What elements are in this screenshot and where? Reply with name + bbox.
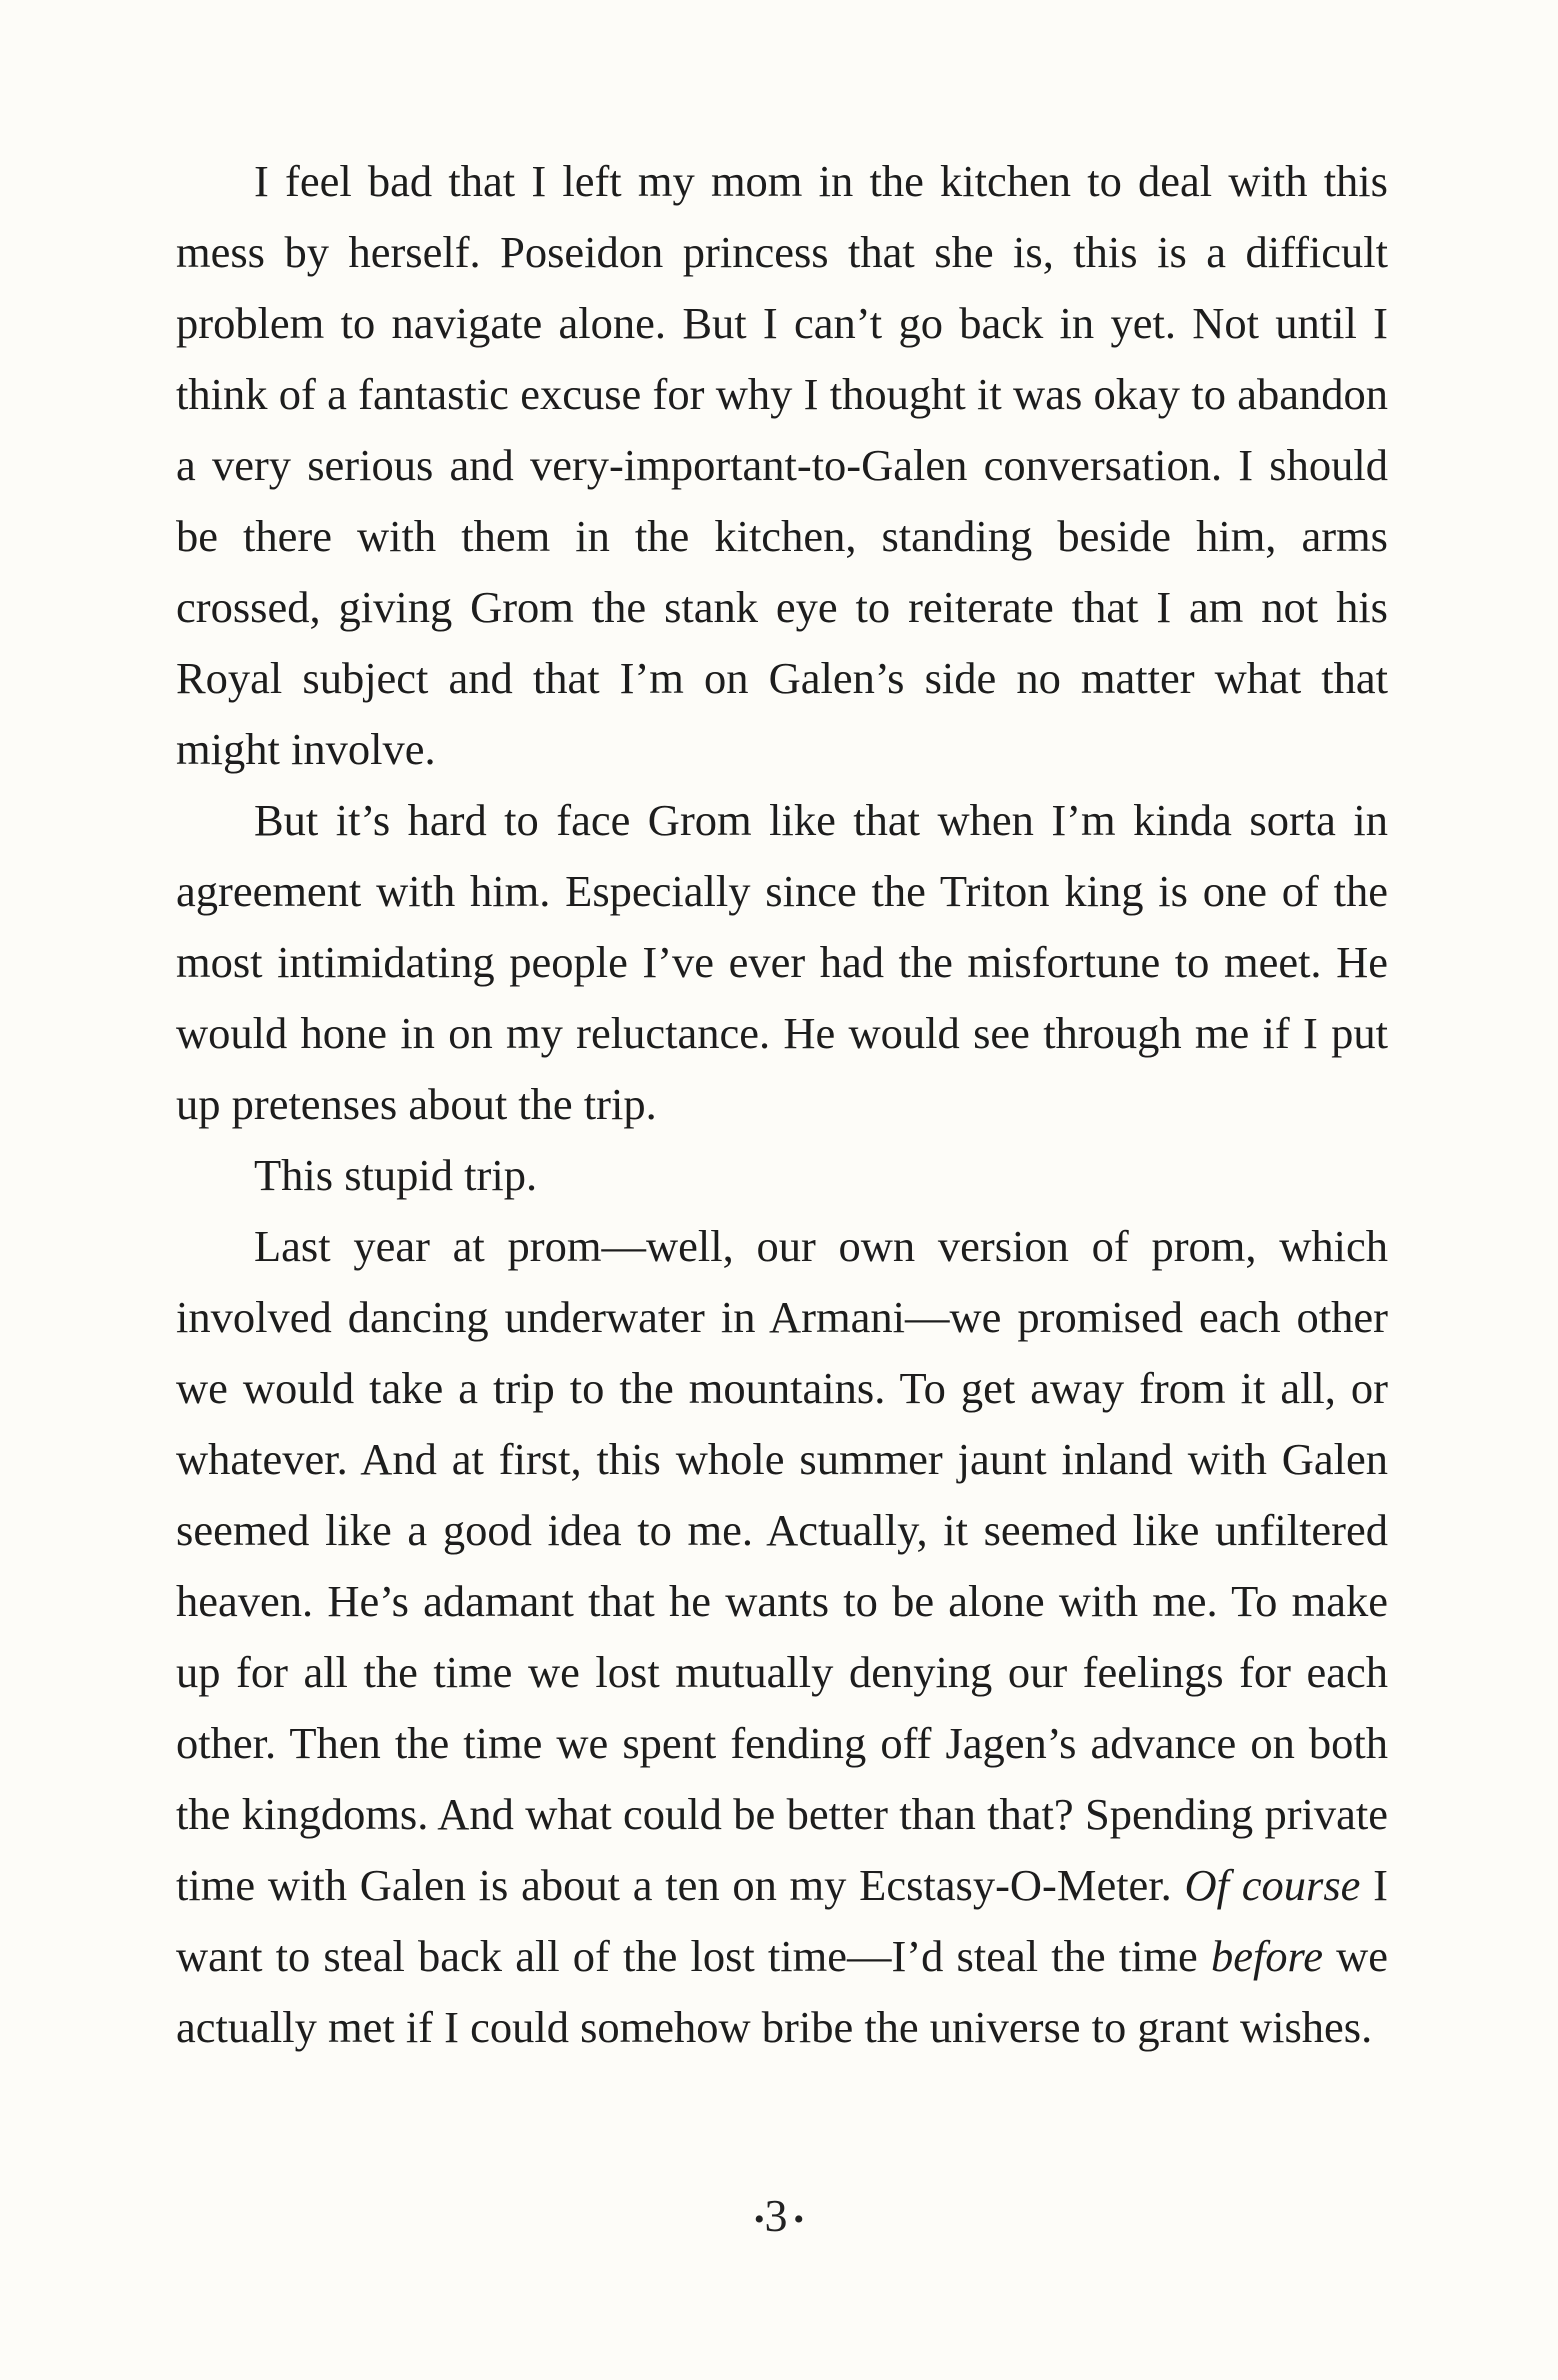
- paragraph: [176, 785, 1388, 1140]
- italic-run: before: [1210, 1931, 1323, 1981]
- text-run: Last year at prom—well, our own version of prom, which involved dancing underwater in Armani—we promised each other we would take a trip to the mountains. To get away from it all, or whatever. And at first, this whole summer jaunt inland with Galen seemed like a good idea to me. Actually, it seemed like unfiltered heaven. He’s adamant that he wants to be alone with me. To make up for all the time we lost mutually denying our feelings for each other. Then the time we spent fending off Jagen’s advance on both the kingdoms. And what could be better than that? Spending private time with Galen is about a ten on my Ecstasy-O-Meter.: [176, 1221, 1388, 1910]
- paragraph: [176, 1140, 1388, 1211]
- page-number-dot-left: •: [753, 2203, 765, 2237]
- page-number: 3: [764, 2190, 794, 2241]
- text-run: we actually met if I could somehow bribe the universe to grant wishes.: [176, 1931, 1389, 2052]
- text-run: I want to steal back all of the lost time—I’d steal the time: [176, 1860, 1388, 1981]
- text-run: But it’s hard to face Grom like that when I’m kinda sorta in agreement with him. Especially since the Triton king is one of the most intimidating people I’ve ever had the misfortune to meet. He would hone in on my reluctance. He would see through me if I put up pretenses about the trip.: [176, 795, 1388, 1129]
- page-number-footer: [0, 2186, 1558, 2250]
- text-run: I feel bad that I left my mom in the kitchen to deal with this mess by herself. Poseidon princess that she is, this is a difficult problem to navigate alone. But I can’t go back in yet. Not until I think of a fantastic excuse for why I thought it was okay to abandon a very serious and very-important-to-Galen conversation. I should be there with them in the kitchen, standing beside him, arms crossed, giving Grom the stank eye to reiterate that I am not his Royal subject and that I’m on Galen’s side no matter what that might involve.: [176, 156, 1388, 774]
- paragraph: [176, 1211, 1388, 2063]
- text-run: This stupid trip.: [254, 1150, 538, 1200]
- paragraph: [176, 146, 1388, 785]
- body-text: [176, 146, 1388, 2063]
- page-number-dot-right: •: [793, 2203, 805, 2237]
- italic-run: Of course: [1184, 1860, 1361, 1910]
